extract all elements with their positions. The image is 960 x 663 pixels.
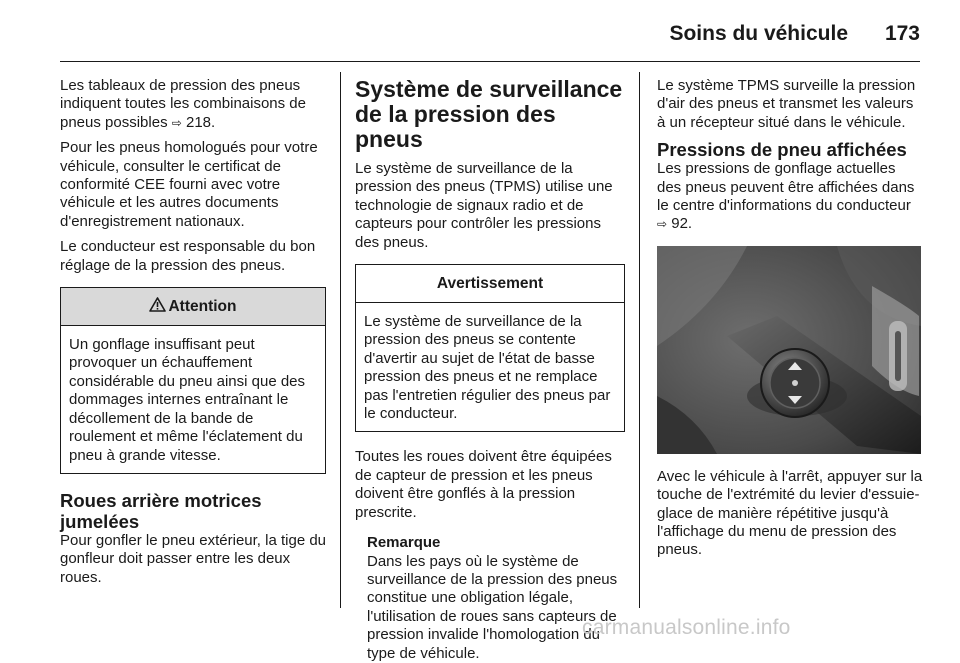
attention-box-header [61,288,325,326]
page-number: 173 [884,22,920,45]
paragraph-driver-responsible: Le conducteur est responsable du bon réglage de la pression des pneus. [60,238,316,274]
paragraph-tpms-intro: Le système de surveillance de la pression des pneus (TPMS) utilise une technologie de signaux radio et de capteurs pour contrôler les pressions des pneus. [355,160,613,251]
heading-displayed-pressures: Pressions de pneu affichées [657,139,907,161]
header-rule [60,61,920,62]
paragraph-press-button: Avec le véhicule à l'arrêt, appuyer sur la touche de l'extrémité du levier d'essuie-glace de manière répétitive jusqu'à l'affichage du menu de pression des pneus. [657,467,923,559]
avertissement-box [355,264,625,432]
paragraph-tpms-monitor: Le système TPMS surveille la pression d'air des pneus et transmet les valeurs à un récepteur situé dans le véhicule. [657,77,916,131]
avertissement-body: Le système de surveillance de la pression des pneus se contente d'avertir au sujet de l'état de basse pression des pneus et ne remplace pas l'entretien régulier des pneus par le conducteur. [364,313,611,423]
attention-title: Attention [168,298,237,316]
page-reference-link[interactable]: 218. [185,113,216,131]
heading-tpms: Système de surveillance de la pression des pneus [355,76,623,152]
column-3 [657,77,923,567]
remark-title: Remarque [367,534,441,552]
paragraph-displayed-pressures [657,160,923,234]
attention-body: Un gonflage insuffisant peut provoquer un échauffement considérable du pneu ainsi que des dommages internes entraînant le décollement de la bande de roulement et même l'éclatement du pneu à grande vitesse. [69,336,306,464]
paragraph-text: Les pressions de gonflage actuelles des pneus peuvent être affichées dans le centre d'informations du conducteur [657,160,915,215]
header-title: Soins du véhicule [669,22,848,45]
paragraph-text: Les tableaux de pression des pneus indiquent toutes les combinaisons de pneus possibles [60,77,306,131]
reference-arrow-icon: ⇨ [171,115,182,130]
remark-block [355,534,625,663]
column-1 [60,77,326,594]
reference-arrow-icon: ⇨ [657,217,668,232]
watermark: carmanualsonline.info [582,616,791,639]
paragraph-tire-tables [60,77,326,132]
paragraph-outer-tire: Pour gonfler le pneu extérieur, la tige du gonfleur doit passer entre les deux roues. [60,531,327,586]
wiper-lever-photo [657,246,921,454]
warning-triangle-icon [149,289,166,326]
heading-dual-rear-wheels: Roues arrière motrices jumelées [60,489,262,532]
paragraph-all-wheels-sensors: Toutes les roues doivent être équipées de capteur de pression et les pneus doivent être gonflés à la pression prescrite. [355,448,612,521]
paragraph-homologated-tires: Pour les pneus homologués pour votre véhicule, consulter le certificat de conformité CEE fourni avec votre véhicule et les autres documents d'enregistrement nationaux. [60,139,318,230]
remark-body: Dans les pays où le système de surveillance de la pression des pneus constitue une obligation légale, l'utilisation de roues sans capteurs de pression invalide l'homologation du type de véhicule. [367,552,618,662]
column-divider-1 [340,72,341,608]
column-2 [355,77,625,663]
attention-box [60,287,326,474]
column-divider-2 [639,72,640,608]
avertissement-title: Avertissement [356,265,624,303]
page-reference-link[interactable]: 92. [671,215,693,233]
